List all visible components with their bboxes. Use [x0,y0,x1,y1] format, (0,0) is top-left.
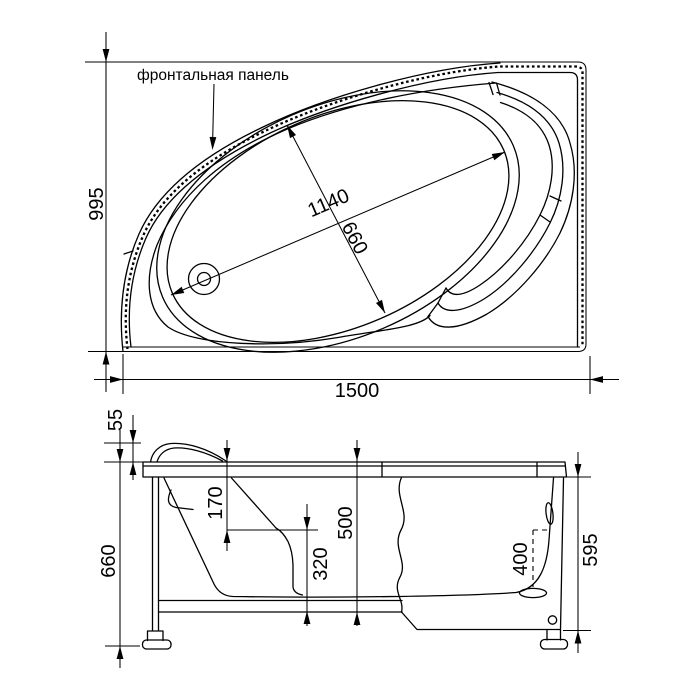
arrowhead-icon [354,448,361,461]
arrowhead-icon [575,631,582,644]
foot-pad-right [541,640,568,650]
frame-bar [159,601,403,613]
front-panel-label: фронтальная панель [137,67,289,84]
overflow-hole [545,502,554,524]
arrowhead-icon [103,352,110,365]
basin-inner-rim [130,53,546,391]
arrowhead-icon [354,612,361,625]
plan-view [85,32,619,404]
frame-leg-right [547,630,561,641]
arrowhead-icon [376,300,388,315]
arrowhead-icon [590,376,603,383]
arrowhead-icon [130,462,137,475]
drain-side [520,588,547,597]
arrowhead-icon [130,430,137,443]
arrowhead-icon [304,611,311,624]
arrowhead-icon [575,464,582,477]
arrowhead-icon [224,448,231,461]
dim-panel-height: 595 [580,533,602,567]
break-line [397,478,404,613]
frame-leg-left [148,477,164,641]
dim-rim-to-frame: 500 [335,506,357,540]
dim-line-660-bowl [287,125,385,313]
dim-overall-depth: 995 [86,187,108,221]
drain-centerline [533,530,548,587]
arrowhead-icon [117,449,124,462]
dim-seat-to-frame: 320 [310,547,332,581]
foot-pad-left [143,640,172,649]
front-panel-arrow-icon [209,137,216,150]
dim-headrest-height: 55 [105,408,127,432]
arrowhead-icon [304,517,311,530]
rim-inner-edge [129,73,577,348]
arrowhead-icon [110,376,123,383]
panel-hole [548,616,556,624]
dim-rim-to-seat: 170 [205,486,227,520]
arrowhead-icon [224,530,231,543]
headrest-inner [157,448,223,462]
dim-bowl-width: 660 [336,218,372,259]
back-pocket [168,490,193,510]
drain-outer-circle [189,264,220,295]
arrowhead-icon [103,49,110,62]
armrest-outer-curve [428,82,574,327]
side-view [98,409,602,668]
rim-band [143,462,567,477]
arrowhead-icon [117,646,124,659]
seat-profile [232,478,303,595]
dim-overall-width: 1500 [334,380,380,402]
apron-panel [402,478,564,630]
dim-bowl-length: 1140 [304,184,353,223]
dim-drain-line: 400 [510,542,532,576]
dim-overall-height: 660 [98,544,120,578]
